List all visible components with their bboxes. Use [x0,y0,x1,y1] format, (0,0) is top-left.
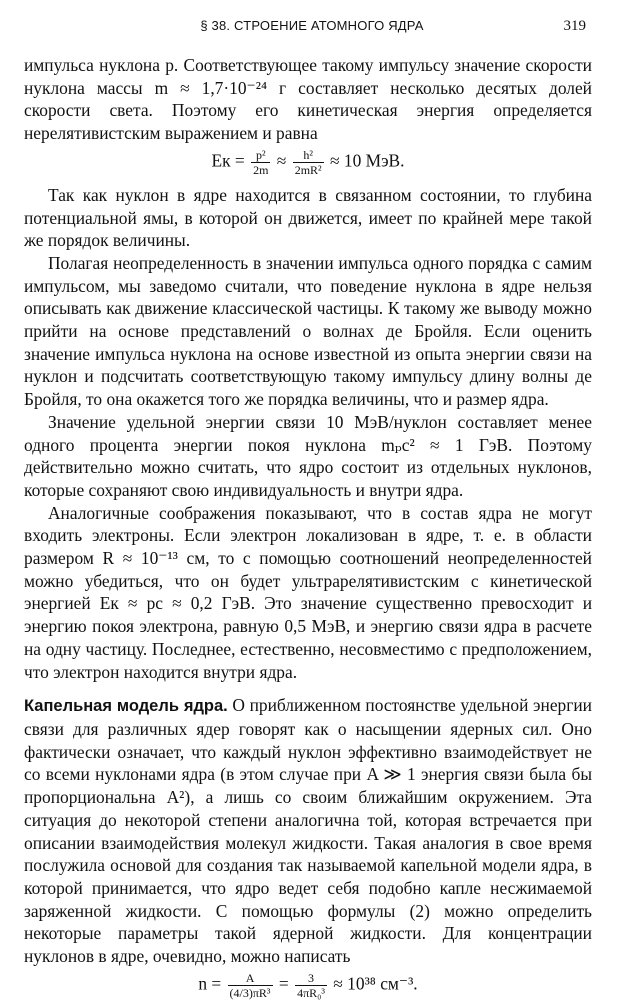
paragraph-5: Аналогичные соображения показывают, что в состав ядра не могут входить электроны. Если электрон локализован в ядре, т. е. в области размером R ≈ 10⁻¹³ см, то с помощью соотношений неопределенностей можно убедиться, что он будет ультрарелятивистским с кинетической энергией Eк ≈ pc ≈ 0,2 ГэВ. Это значение существенно превосходит и энергию покоя электрона, равную 0,5 МэВ, и энергию связи ядра в расчете на одну частицу. Последнее, естественно, несовместимо с предположением, что электрон находится внутри ядра. [24,502,592,682]
formula-1-lhs: Eк = [211,150,245,171]
equals-sign: = [278,973,289,994]
fraction-A-volume [228,971,273,1000]
fraction-numerator: p² [251,148,270,163]
fraction-numerator: A [228,971,273,986]
paragraph-3: Полагая неопределенность в значении импульса одного порядка с самим импульсом, мы заведомо считали, что поведение нуклона в ядре нельзя описывать как движение классической частицы. К такому же выводу можно прийти на основе представлений о волнах де Бройля. Если оценить значение импульса нуклона на основе известной из опыта энергии связи на нуклон и подсчитать соответствующую такому импульсу длину волны де Бройля, то она окажется того же порядка величины, что и размер ядра. [24,252,592,410]
paragraph-2: Так как нуклон в ядре находится в связанном состоянии, то глубина потенциальной ямы, в которой он движется, имеет по крайней мере такой же порядок величины. [24,184,592,251]
fraction-h2-2mR2 [293,148,324,177]
fraction-numerator: 3 [295,971,327,986]
section-heading: Капельная модель ядра. [24,697,228,716]
paragraph-6 [24,694,592,967]
fraction-denominator: 2mR² [294,162,322,177]
fraction-denominator: (4/3)πR³ [229,985,271,1000]
section-gap [24,683,592,694]
paragraph-4: Значение удельной энергии связи 10 МэВ/нуклон составляет менее одного процента энергии покоя нуклона mₚc² ≈ 1 ГэВ. Поэтому действительно можно считать, что ядро состоит из отдельных нуклонов, которые сохраняют свою индивидуальность и внутри ядра. [24,411,592,500]
fraction-denominator: 2m [253,162,269,177]
fraction-numerator: h² [293,148,324,163]
formula-2-rhs: ≈ 10³⁸ см⁻³. [333,973,418,994]
section-title: § 38. СТРОЕНИЕ АТОМНОГО ЯДРА [200,18,424,33]
fraction-p2-2m [251,148,270,177]
approx-sign: ≈ [276,150,287,171]
paragraph-6-text: О приближенном постоянстве удельной энергии связи для различных ядер говорят как о насыщении ядерных сил. Оно фактически означает, что каждый нуклон эффективно взаимодействует не со всеми нуклонами ядра (в этом случае при A ≫ 1 энергия связи была бы пропорциональна A²), а лишь со своим ближайшим окружением. Эта ситуация до некоторой степени аналогична той, которая встречается при описании взаимодействия молекул жидкости. Такая аналогия в свое время послужила основой для создания так называемой капельной модели ядра, в которой принимается, что ядро ведет себя подобно капле несжимаемой заряженной жидкости. С помощью формулы (2) можно определить некоторые параметры такой ядерной жидкости. Для концентрации нуклонов в ядре, очевидно, можно написать [24,695,592,967]
running-header [24,18,600,40]
body-text [24,54,592,1007]
paragraph-1: импульса нуклона p. Соответствующее такому импульсу значение скорости нуклона массы m ≈ 1,7·10⁻²⁴ г составляет несколько десятых долей скорости света. Поэтому его кинетическая энергия определяется нерелятивистским выражением и равна [24,55,592,144]
fraction-3-4piR0 [295,971,327,1000]
formula-concentration [24,971,592,1000]
formula-kinetic-energy [24,148,592,177]
formula-1-rhs: ≈ 10 МэВ. [329,150,405,171]
page-number: 319 [563,18,586,34]
fraction-denominator: 4πR₀³ [297,985,325,1000]
formula-2-lhs: n = [198,973,222,994]
